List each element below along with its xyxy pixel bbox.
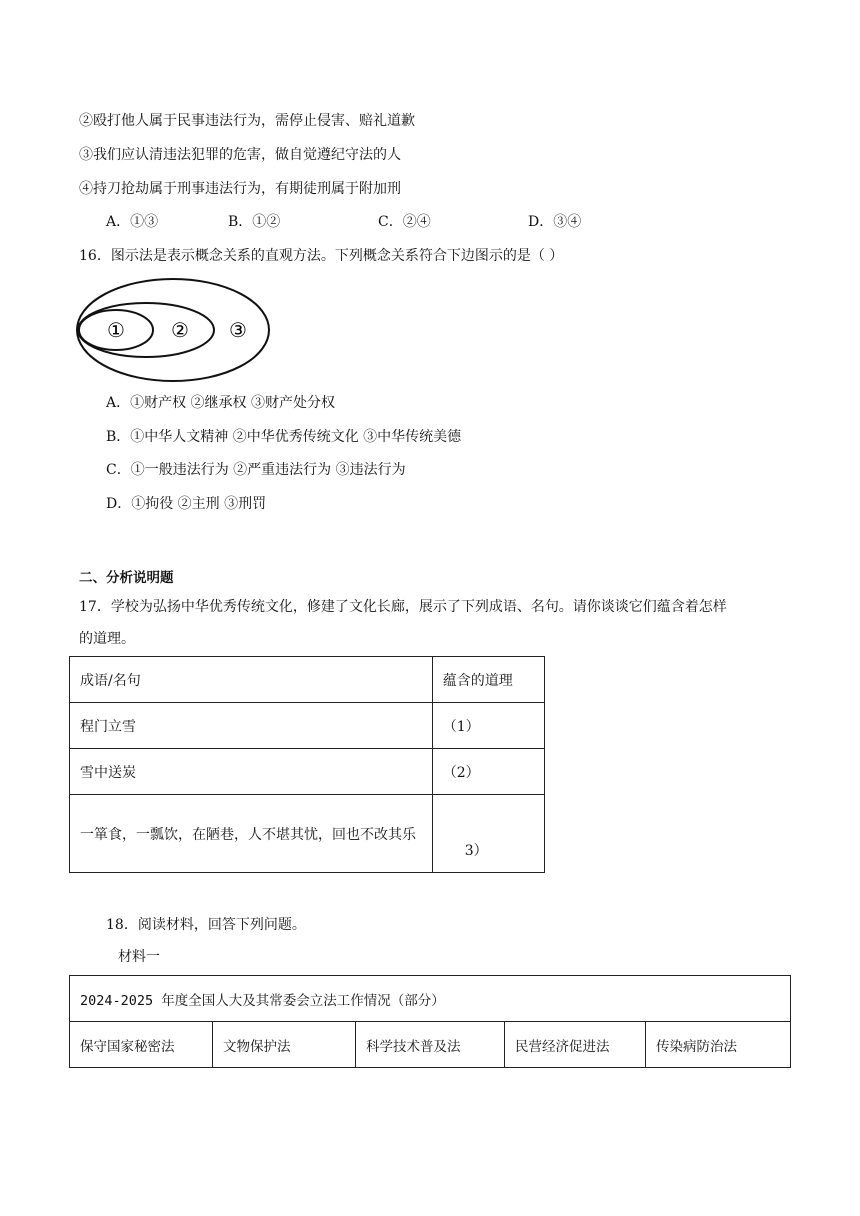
statement-2: ②殴打他人属于民事违法行为，需停止侵害、赔礼道歉 <box>79 113 415 129</box>
idiom-table <box>69 656 545 873</box>
idiom-cell: 一箪食，一瓢饮，在陋巷，人不堪其忧，回也不改其乐 <box>70 795 433 873</box>
law-cell: 保守国家秘密法 <box>70 1022 213 1068</box>
laws-row <box>70 1022 791 1068</box>
table-row <box>70 703 545 749</box>
q16-stem: 16．图示法是表示概念关系的直观方法。下列概念关系符合下边图示的是（ ） <box>79 248 564 264</box>
header-idiom: 成语/名句 <box>70 657 433 703</box>
q15-options <box>106 212 666 232</box>
q16-option-d: D．①拘役 ②主刑 ③刑罚 <box>106 496 267 512</box>
label-3: ③ <box>229 318 247 342</box>
middle-ellipse <box>78 303 214 357</box>
q18-stem: 18．阅读材料，回答下列问题。 <box>106 917 306 933</box>
statement-3: ③我们应认清违法犯罪的危害，做自觉遵纪守法的人 <box>79 147 401 163</box>
idiom-cell: 雪中送炭 <box>70 749 433 795</box>
law-cell: 民营经济促进法 <box>505 1022 646 1068</box>
law-cell: 科学技术普及法 <box>356 1022 505 1068</box>
answer-cell: （2） <box>432 749 544 795</box>
idiom-cell: 程门立雪 <box>70 703 433 749</box>
concept-venn-diagram <box>76 278 276 384</box>
material-label: 材料一 <box>118 949 160 965</box>
legislation-title-row <box>70 976 791 1022</box>
answer-cell: 3） <box>432 795 544 873</box>
law-cell: 文物保护法 <box>213 1022 356 1068</box>
table-row <box>70 749 545 795</box>
option-b: B．①② <box>228 214 281 230</box>
option-a: A．①③ <box>106 214 159 230</box>
label-2: ② <box>171 318 189 342</box>
section-title: 二、分析说明题 <box>79 570 174 586</box>
answer-cell: （1） <box>432 703 544 749</box>
q16-option-c: C．①一般违法行为 ②严重违法行为 ③违法行为 <box>106 462 406 478</box>
law-cell: 传染病防治法 <box>646 1022 791 1068</box>
legislation-table <box>69 975 791 1068</box>
option-d: D．③④ <box>528 214 582 230</box>
table-header-row <box>70 657 545 703</box>
table-row <box>70 795 545 873</box>
q17-stem-line1: 17．学校为弘扬中华优秀传统文化，修建了文化长廊，展示了下列成语、名句。请你谈谈它们蕴含着怎样 <box>79 599 727 615</box>
label-1: ① <box>107 318 125 342</box>
option-c: C．②④ <box>378 214 431 230</box>
q16-option-a: A．①财产权 ②继承权 ③财产处分权 <box>106 395 336 411</box>
header-meaning: 蕴含的道理 <box>432 657 544 703</box>
legislation-title: 2024-2025 年度全国人大及其常委会立法工作情况（部分） <box>70 976 791 1022</box>
q16-option-b: B．①中华人文精神 ②中华优秀传统文化 ③中华传统美德 <box>106 429 462 445</box>
statement-4: ④持刀抢劫属于刑事违法行为，有期徒刑属于附加刑 <box>79 181 401 197</box>
q17-stem-line2: 的道理。 <box>79 631 135 647</box>
